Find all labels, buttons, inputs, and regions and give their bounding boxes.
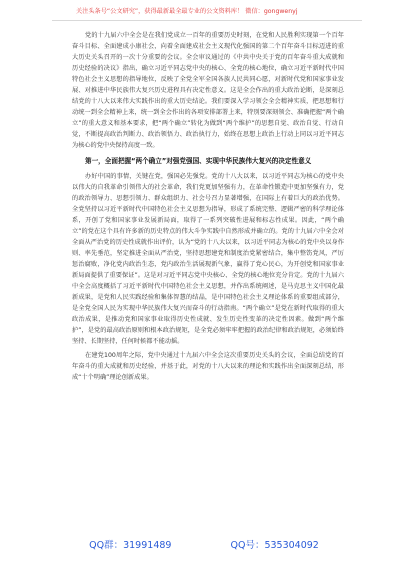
body-paragraph: 办好中国的事情，关键在党，强国必先强党。党的十八大以来，以习近平同志为核心的党中央以伟大的自我革命引领伟大的社会革命，我们党更加坚强有力，在革命性锻造中更加坚强有力，党的政治领导力、思想引领力、群众组织力、社会号召力显著增强，在国际上有着巨大的政治优势。全党坚持以习近平新时代中国特色社会主义思想为指导，形成了系统完整、逻辑严密的科学理论体系，开创了党和国家事业发展新局面，取得了一系列突破性进展和标志性成果。因此，“两个确立”的党在这个具有许多新的历史特点的伟大斗争实践中自然形成并确立的。党的十九届六中全会对全面从严治党的历史性成就作出评价，认为“党的十八大以来，以习近平同志为核心的党中央以身作则、率先垂范，坚定推进全面从严治党，坚持思想建党和制度治党紧密结合，集中整饬党风，严厉惩治腐败，净化党内政治生态，党内政治生活展现新气象，赢得了党心民心，为开创党和国家事业新局面提供了重要保证”。这是对习近平同志党中央核心、全党的核心地位充分肯定。党的十九届六中全会高度概括了习近平新时代中国特色社会主义思想，并作出系统阐述，是马克思主义中国化最新成果，是党和人民实践经验和集体智慧的结晶，是中国特色社会主义理论体系的重要组成部分，是全党全国人民为实现中华民族伟大复兴而奋斗的行动指南。“两个确立”是党在新时代取得的重大政治成果，是推动党和国家事业取得历史性成就、发生历史性变革的决定性因素。做到“两个维护”，是党的最高政治原则和根本政治规矩，是全党必须牢牢把握的政治纪律和政治规矩，必须始终坚持、长期坚持，任何时候都不能动摇。 [72,172,344,346]
document-body [72,30,344,386]
qq-number-label: QQ号：535304092 [230,540,319,551]
closing-paragraph: 在建党100周年之际，党中央通过十九届六中全会这次重要历史关头的会议，全面总结党的百年奋斗的重大成就和历史经验，并基于此，对党的十八大以来的理论和实践作出全面深刻总结，形成“十个明确”理论创新成果。 [72,352,344,382]
qq-group-label: QQ群：31991489 [89,540,172,551]
header-banner: 关注头条号“公文研究”，获得最新最全最专业的公文资料库！ 微信：gongwenyj [76,8,298,15]
footer-contacts [0,537,408,551]
section-heading: 第一，全面把握“两个确立”对强党强国、实现中华民族伟大复兴的决定性意义 [85,156,312,165]
intro-paragraph: 党的十九届六中全会是在我们党成立一百年的重要历史时刻，在党和人民胜利实现第一个百年奋斗目标、全面建成小康社会，向着全面建成社会主义现代化强国的第二个百年奋斗目标迈进的重大历史关头召开的一次十分重要的会议。全会审议通过的《中共中央关于党的百年奋斗重大成就和历史经验的决议》指出，确立习近平同志党中央的核心、全党的核心地位，确立习近平新时代中国特色社会主义思想的指导地位，反映了全党全军全国各族人民共同心愿，对新时代党和国家事业发展、对推进中华民族伟大复兴历史进程具有决定性意义。这是全会作出的重大政治论断，是深刻总结党的十八大以来伟大实践作出的重大历史结论。我们要深入学习领会全会精神实质，把思想和行动统一到全会精神上来，统一到全会作出的各项安排部署上来，特别要深刻领会、准确把握“两个确立”的重大意义和基本要求，把“两个确立”转化为做到“两个维护”的思想自觉、政治自觉、行动自觉，不断提高政治判断力、政治领悟力、政治执行力，始终在思想上政治上行动上同以习近平同志为核心的党中央保持高度一致。 [72,32,344,150]
